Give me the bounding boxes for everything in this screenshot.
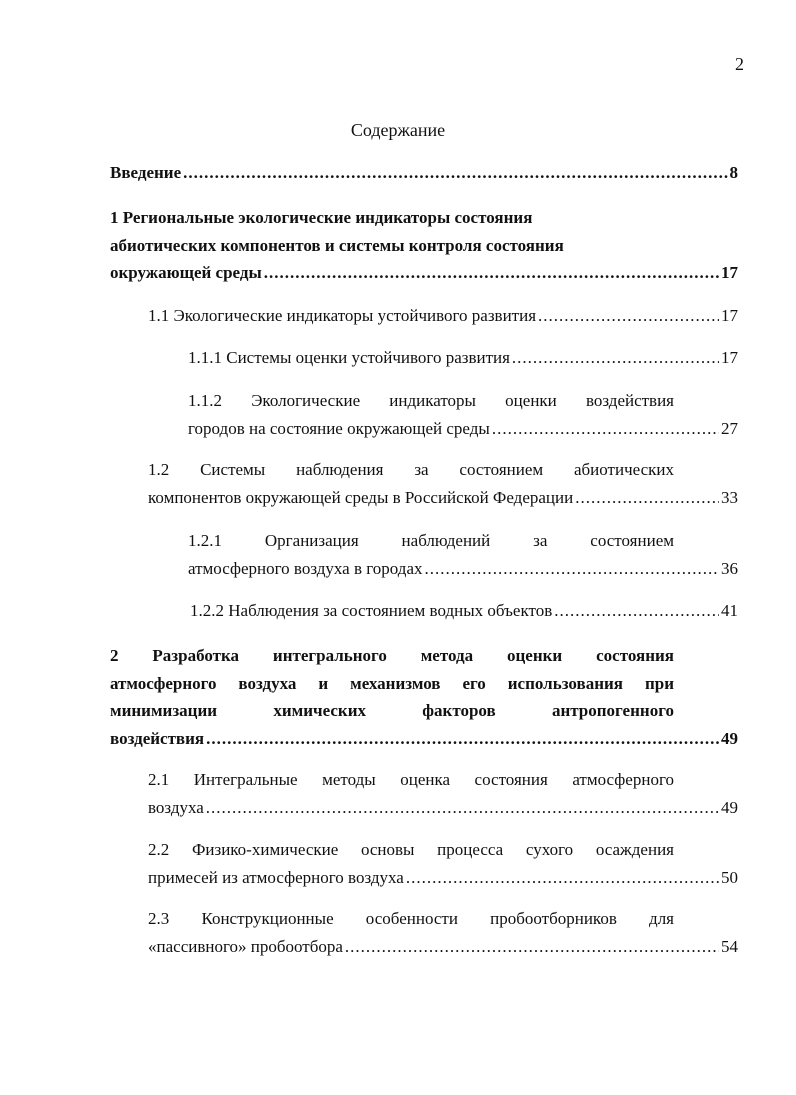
entry-page: 33	[721, 487, 738, 507]
entry-page: 41	[721, 601, 738, 620]
entry-page: 17	[721, 263, 738, 282]
leader-dots	[512, 344, 719, 372]
entry-text: 1.1 Экологические индикаторы устойчивого развития	[148, 306, 537, 325]
entry-last-line	[148, 864, 738, 892]
entry-line: 2.2 Физико-химические основы процесса сухого осаждения	[148, 840, 674, 859]
entry-text: 1.1.1 Системы оценки устойчивого развития	[188, 348, 510, 367]
entry-page: 54	[721, 936, 738, 956]
entry-page: 17	[721, 348, 738, 367]
leader-dots	[425, 555, 720, 583]
entry-line: минимизации химических факторов антропогенного	[110, 701, 674, 720]
leader-dots	[575, 484, 719, 512]
entry-last-line	[188, 415, 738, 443]
toc-title: Содержание	[350, 120, 446, 140]
leader-dots	[345, 933, 719, 961]
entry-page: 49	[721, 797, 738, 817]
entry-text: воздействия	[110, 728, 205, 748]
entry-text: Введение	[110, 163, 182, 182]
entry-line: 1.1.2 Экологические индикаторы оценки воздействия	[188, 391, 674, 410]
toc-entry-chapter-1[interactable]	[110, 204, 738, 287]
leader-dots	[206, 794, 719, 822]
toc-entry-1-2-1[interactable]	[188, 527, 738, 582]
entry-text: окружающей среды	[110, 263, 262, 282]
entry-line: атмосферного воздуха и механизмов его использования при	[110, 673, 674, 693]
toc-entry-1-1-2[interactable]	[188, 387, 738, 442]
entry-text: компонентов окружающей среды в Российской Федерации	[148, 487, 574, 507]
entry-last-line	[148, 484, 738, 512]
entry-line: 1 Региональные экологические индикаторы состояния	[110, 208, 533, 227]
leader-dots	[406, 864, 719, 892]
entry-page: 27	[721, 418, 738, 438]
entry-last-line	[110, 159, 738, 187]
leader-dots	[183, 159, 727, 187]
toc-entry-intro[interactable]	[110, 159, 738, 187]
entry-line: абиотических компонентов и системы контроля состояния	[110, 235, 564, 255]
entry-last-line	[188, 555, 738, 583]
entry-line: 2.1 Интегральные методы оценка состояния атмосферного	[148, 770, 674, 789]
entry-line: 2 Разработка интегрального метода оценки состояния	[110, 646, 674, 665]
toc-entry-1-1[interactable]	[148, 302, 738, 330]
entry-last-line	[190, 597, 738, 625]
entry-text: городов на состояние окружающей среды	[188, 418, 490, 438]
entry-last-line	[110, 725, 738, 753]
toc-entry-2-2[interactable]	[148, 836, 738, 891]
entry-last-line	[148, 302, 738, 330]
toc-entry-2-3[interactable]	[148, 905, 738, 960]
entry-line: 2.3 Конструкционные особенности пробоотборников для	[148, 909, 674, 928]
page-number: 2	[735, 54, 744, 74]
entry-text: «пассивного» пробоотбора	[148, 936, 343, 956]
entry-page: 36	[721, 558, 738, 578]
entry-page: 17	[721, 306, 738, 325]
leader-dots	[264, 259, 719, 287]
entry-line: 1.2 Системы наблюдения за состоянием абиотических	[148, 460, 674, 479]
entry-line: 1.2.1 Организация наблюдений за состоянием	[188, 531, 674, 550]
leader-dots	[206, 725, 719, 753]
toc-entry-1-2[interactable]	[148, 456, 738, 511]
toc-entry-chapter-2[interactable]	[110, 642, 738, 752]
entry-last-line	[188, 344, 738, 372]
leader-dots	[538, 302, 719, 330]
entry-page: 8	[729, 163, 738, 182]
entry-text: примесей из атмосферного воздуха	[148, 867, 404, 887]
entry-text: атмосферного воздуха в городах	[188, 558, 423, 578]
leader-dots	[554, 597, 719, 625]
entry-last-line	[148, 794, 738, 822]
entry-page: 49	[721, 728, 738, 748]
toc-entry-1-2-2[interactable]	[190, 597, 738, 625]
entry-page: 50	[721, 867, 738, 887]
entry-last-line	[148, 933, 738, 961]
toc-entry-2-1[interactable]	[148, 766, 738, 821]
leader-dots	[492, 415, 719, 443]
entry-text: 1.2.2 Наблюдения за состоянием водных объектов	[190, 601, 553, 620]
toc-entry-1-1-1[interactable]	[188, 344, 738, 372]
entry-last-line	[110, 259, 738, 287]
entry-text: воздуха	[148, 797, 204, 817]
